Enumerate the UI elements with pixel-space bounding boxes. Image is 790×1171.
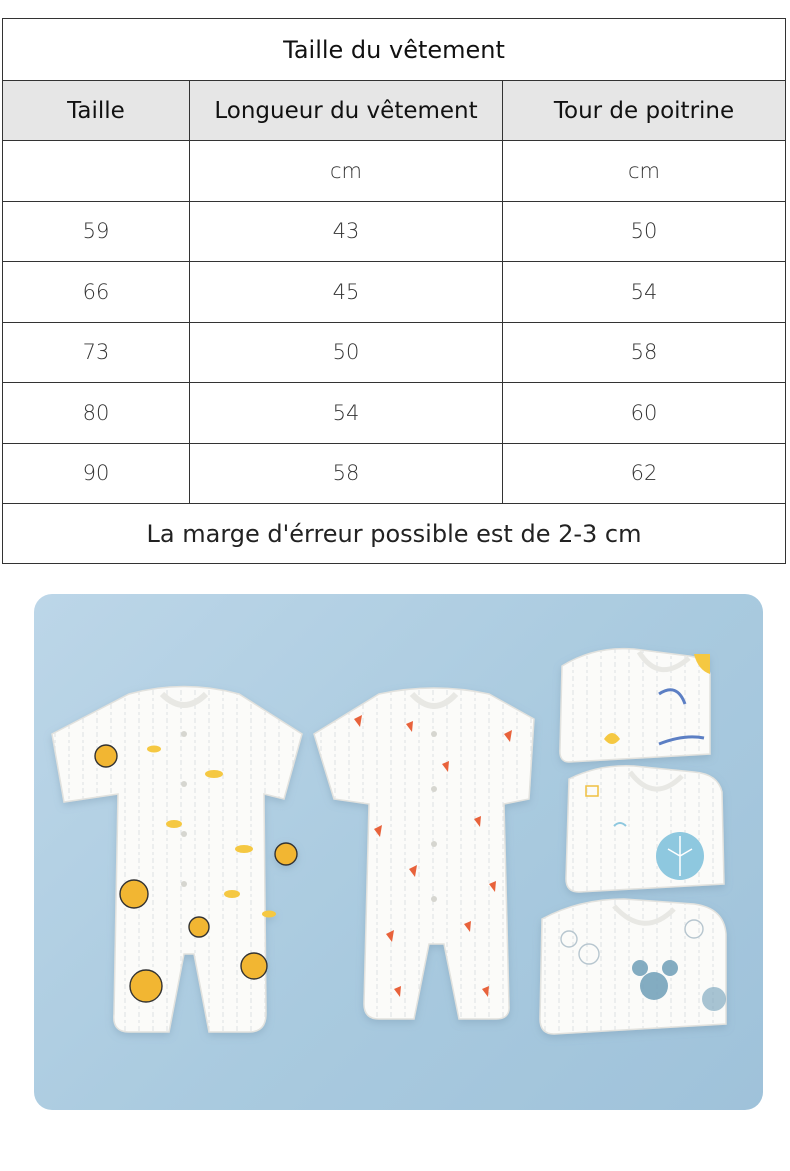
size-cell: 80 (3, 383, 190, 444)
size-cell: 90 (3, 443, 190, 504)
table-row (3, 322, 786, 383)
unit-cell: cm (503, 141, 786, 202)
size-cell: 66 (3, 262, 190, 323)
table-row (3, 383, 786, 444)
units-row (3, 141, 786, 202)
unit-cell (3, 141, 190, 202)
table-row (3, 201, 786, 262)
romper-carrot-print (314, 688, 534, 1019)
unit-cell: cm (190, 141, 503, 202)
header-taille: Taille (3, 81, 190, 141)
chest-cell: 62 (503, 443, 786, 504)
size-cell: 73 (3, 322, 190, 383)
size-chart-table (2, 18, 786, 564)
chest-cell: 58 (503, 322, 786, 383)
size-chart-note-row (3, 504, 786, 564)
folded-top-mouse-print (540, 899, 726, 1034)
size-chart-header-row (3, 81, 786, 141)
size-chart-title: Taille du vêtement (3, 19, 786, 81)
romper-sun-print (52, 687, 302, 1033)
chest-cell: 54 (503, 262, 786, 323)
length-cell: 45 (190, 262, 503, 323)
length-cell: 43 (190, 201, 503, 262)
size-cell: 59 (3, 201, 190, 262)
length-cell: 54 (190, 383, 503, 444)
chest-cell: 50 (503, 201, 786, 262)
header-longueur: Longueur du vêtement (190, 81, 503, 141)
table-row (3, 262, 786, 323)
folded-top-yellow-print (560, 649, 710, 762)
size-chart-note: La marge d'érreur possible est de 2-3 cm (3, 504, 786, 564)
product-photo (34, 594, 763, 1110)
chest-cell: 60 (503, 383, 786, 444)
size-chart-title-row (3, 19, 786, 81)
length-cell: 50 (190, 322, 503, 383)
header-tour-de-poitrine: Tour de poitrine (503, 81, 786, 141)
length-cell: 58 (190, 443, 503, 504)
table-row (3, 443, 786, 504)
product-illustration (34, 594, 763, 1110)
folded-top-blue-circle-print (566, 766, 724, 892)
